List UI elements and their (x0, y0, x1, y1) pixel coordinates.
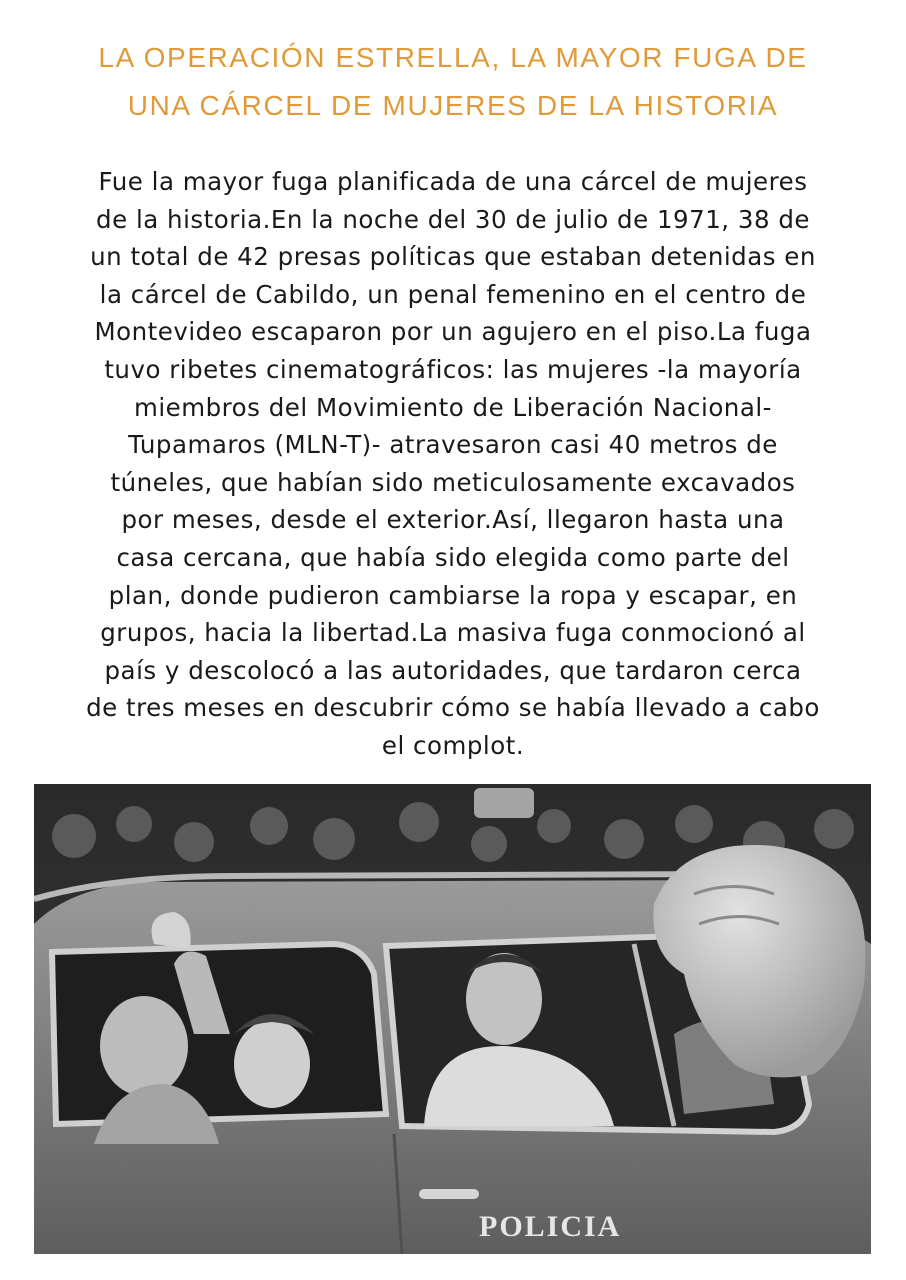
article-title-line-2: UNA CÁRCEL DE MUJERES DE LA HISTORIA (127, 90, 779, 121)
body-line: grupos, hacia la libertad.La masiva fuga conmocionó al (100, 618, 806, 648)
body-line: túneles, que habían sido meticulosamente excavados (110, 467, 796, 497)
body-line: tuvo ribetes cinematográficos: las mujeres -la mayoría (104, 354, 802, 384)
body-line: Fue la mayor fuga planificada de una cárcel de mujeres (98, 167, 808, 196)
body-line: un total de 42 presas políticas que estaban detenidas en (90, 242, 816, 272)
body-line: de la historia.En la noche del 30 de julio de 1971, 38 de (96, 204, 810, 234)
body-line: país y descolocó a las autoridades, que tardaron cerca (104, 655, 802, 685)
article-photo (34, 784, 871, 1254)
body-line: de tres meses en descubrir cómo se había llevado a cabo (86, 693, 820, 723)
body-line: Montevideo escaparon por un agujero en el piso.La fuga (94, 317, 812, 347)
car-lettering: POLICIA (479, 1210, 622, 1243)
body-line: casa cercana, que había sido elegida como parte del (116, 542, 790, 572)
body-line: por meses, desde el exterior.Así, llegaron hasta una (121, 505, 785, 535)
body-line: Tupamaros (MLN-T)- atravesaron casi 40 metros de (128, 430, 778, 460)
article-body (26, 163, 880, 765)
article-title (30, 34, 876, 130)
article-title-line-1: LA OPERACIÓN ESTRELLA, LA MAYOR FUGA DE (98, 42, 808, 73)
body-line: el complot. (381, 730, 525, 760)
body-line: miembros del Movimiento de Liberación Nacional- (133, 392, 772, 422)
body-line: la cárcel de Cabildo, un penal femenino en el centro de (99, 279, 807, 309)
body-line: plan, donde pudieron cambiarse la ropa y escapar, en (108, 580, 798, 610)
police-car-photo (34, 784, 871, 1254)
